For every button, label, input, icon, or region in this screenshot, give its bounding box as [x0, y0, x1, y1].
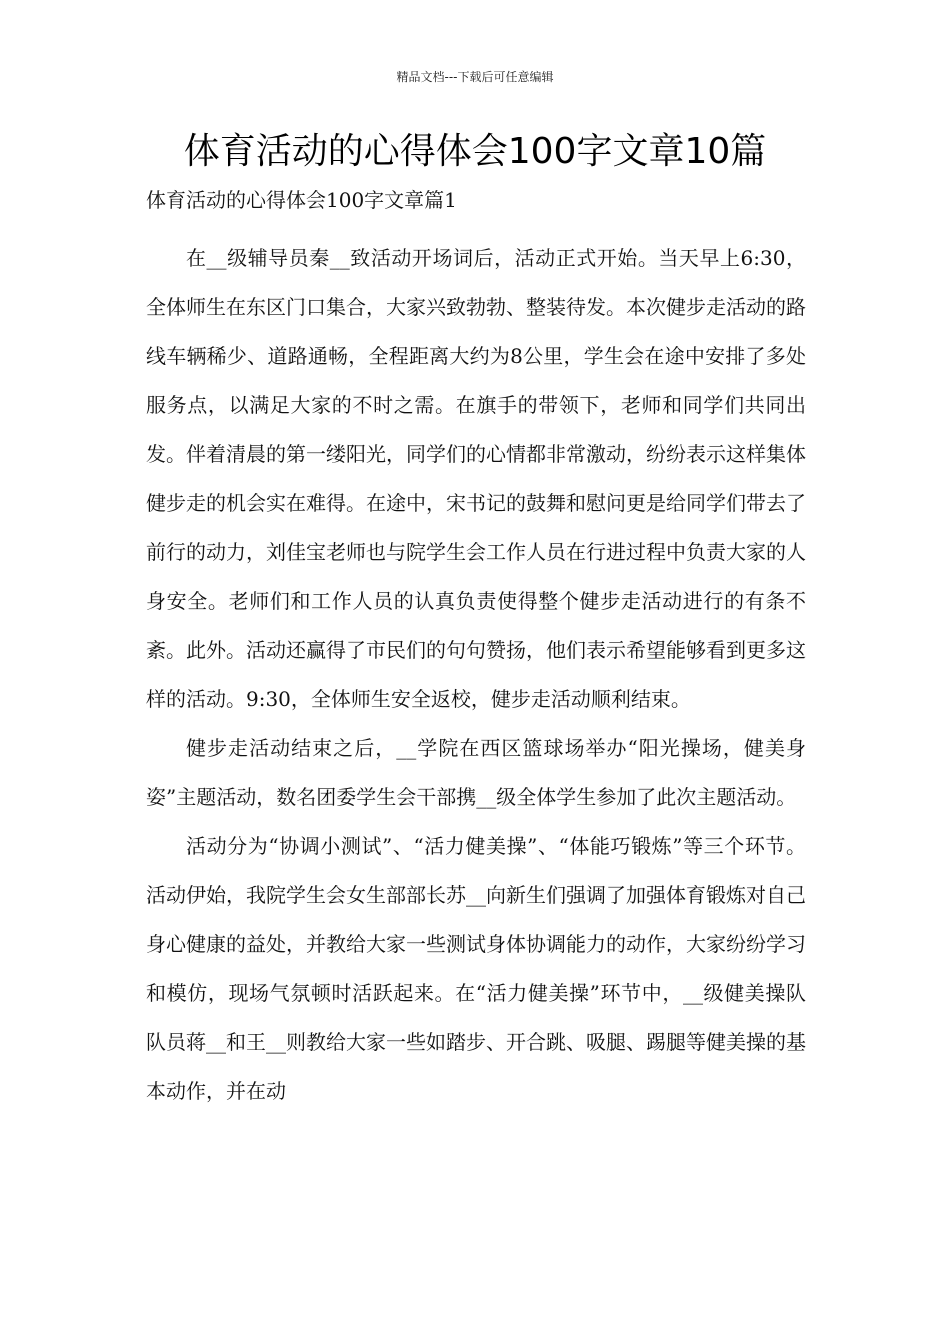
header-note: 精品文档---下载后可任意编辑	[396, 70, 554, 84]
paragraph-1: 在__级辅导员秦__致活动开场词后，活动正式开始。当天早上6:30，全体师生在东区门口集合，大家兴致勃勃、整装待发。本次健步走活动的路线车辆稀少、道路通畅，全程距离大约为8公里，学生会在途中安排了多处服务点，以满足大家的不时之需。在旗手的带领下，老师和同学们共同出发。伴着清晨的第一缕阳光，同学们的心情都非常激动，纷纷表示这样集体健步走的机会实在难得。在途中，宋书记的鼓舞和慰问更是给同学们带去了前行的动力，刘佳宝老师也与院学生会工作人员在行进过程中负责大家的人身安全。老师们和工作人员的认真负责使得整个健步走活动进行的有条不紊。此外。活动还赢得了市民们的句句赞扬，他们表示希望能够看到更多这样的活动。9:30，全体师生安全返校，健步走活动顺利结束。	[146, 246, 806, 711]
paragraph-3: 活动分为“协调小测试”、“活力健美操”、“体能巧锻炼”等三个环节。活动伊始，我院学生会女生部部长苏__向新生们强调了加强体育锻炼对自己身心健康的益处，并教给大家一些测试身体协调能力的动作，大家纷纷学习和模仿，现场气氛顿时活跃起来。在“活力健美操”环节中，__级健美操队队员蒋__和王__则教给大家一些如踏步、开合跳、吸腿、踢腿等健美操的基本动作，并在动	[146, 834, 806, 1103]
section-heading: 体育活动的心得体会100字文章篇1	[146, 188, 457, 212]
document-title: 体育活动的心得体会100字文章10篇	[183, 131, 767, 172]
document-body	[146, 234, 806, 1116]
paragraph-2: 健步走活动结束之后，__学院在西区篮球场举办“阳光操场，健美身姿”主题活动，数名团委学生会干部携__级全体学生参加了此次主题活动。	[146, 736, 806, 809]
